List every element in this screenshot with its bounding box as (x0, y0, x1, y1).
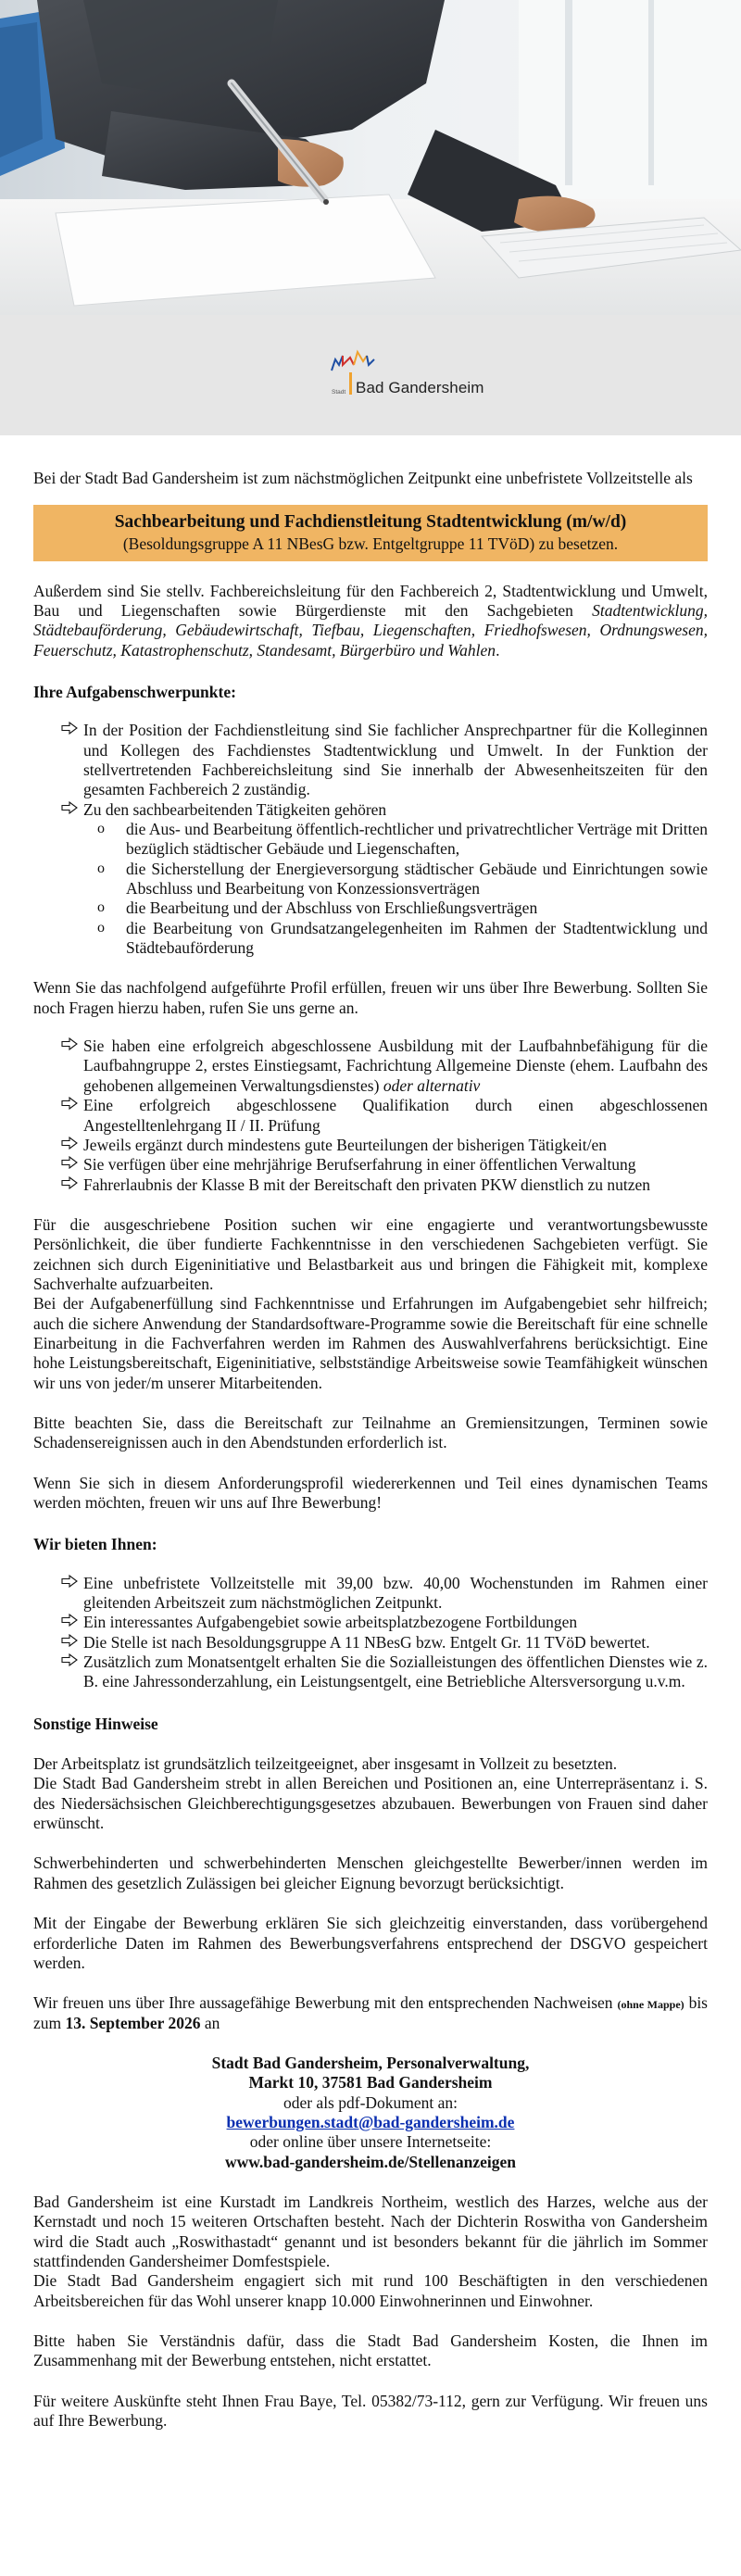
sub-list-item (97, 859, 708, 899)
list-item (83, 1613, 708, 1632)
description-departments: Stadtentwicklung, Städtebauförderung, Gebäudewirtschaft, Tiefbau, Liegenschaften, Friedhofswesen, Ordnungswesen, Feuerschutz, Katastrophenschutz, Standesamt, Bürgerbüro und Wahlen (33, 600, 708, 660)
arrow-right-outline-icon (61, 1575, 78, 1588)
task-area-paragraph: Bei der Aufgabenerfüllung sind Fachkenntnisse und Erfahrungen im Aufgabengebiet sehr hilfreich; auch die sichere Anwendung der Standardsoftware-Programme sowie die Bereitschaft für eine schnelle Einarbeitung in die Fachverfahren werden im Rahmen des Auswahlverfahrens berücksichtigt. Eine hohe Leistungsbereitschaft, Eigeninitiative, selbstständige Arbeitsweise sowie Teamfähigkeit wünschen wir uns von jeder/m unserer Mitarbeitenden. (33, 1294, 708, 1392)
list-item (83, 1037, 708, 1096)
offer-list (33, 1574, 708, 1692)
contact-paragraph: Für weitere Auskünfte steht Ihnen Frau Baye, Tel. 05382/73-112, gern zur Verfügung. Wir freuen uns auf Ihre Bewerbung. (33, 2391, 708, 2431)
header-photo (0, 0, 741, 315)
office-desk-illustration (0, 0, 741, 315)
task-item-text: In der Position der Fachdienstleitung sind Sie fachlicher Ansprechpartner für die Kolleginnen und Kollegen des Fachdienstes Stadtentwicklung und Umwelt. In der Funktion der stellvertretenden Fachbereichsleitung sind Sie innerhalb der Abwesenheitszeiten für den gesamten Fachbereich 2 zuständig. (83, 721, 708, 799)
profile-item-text: Eine erfolgreich abgeschlossene Qualifikation durch einen abgeschlossenen Angestelltenlehrgang II / II. Prüfung (83, 1096, 708, 1135)
disabled-paragraph: Schwerbehinderten und schwerbehinderten Menschen gleichgestellte Bewerber/innen werden im Rahmen des gesetzlich Zulässigen bei gleicher Eignung bevorzugt berücksichtigt. (33, 1853, 708, 1892)
job-title: Sachbearbeitung und Fachdienstleitung Stadtentwicklung (m/w/d) (114, 512, 627, 533)
city-logo (308, 345, 484, 409)
offer-item-text: Zusätzlich zum Monatsentgelt erhalten Sie die Sozialleistungen des öffentlichen Dienstes wie z. B. eine Jahressonderzahlung, ein Leistungsentgelt, eine Betriebliche Altersversorgung u.v.m. (83, 1652, 708, 1691)
list-item (83, 1155, 708, 1175)
arrow-right-outline-icon (61, 801, 78, 814)
task-item-text: Zu den sachbearbeitenden Tätigkeiten gehören (83, 799, 387, 819)
description-end: . (496, 640, 500, 660)
apply-deadline: 13. September 2026 (65, 2013, 201, 2032)
application-website: www.bad-gandersheim.de/Stellenanzeigen (224, 2152, 517, 2171)
sub-item-text: die Sicherstellung der Energieversorgung städtischer Gebäude und Einrichtungen sowie Abschluss und Bearbeitung von Konzessionsverträgen (126, 859, 708, 898)
team-paragraph: Wenn Sie sich in diesem Anforderungsprofil wiedererkennen und Teil eines dynamischen Teams werden möchten, freuen wir uns auf Ihre Bewerbung! (33, 1473, 708, 1512)
description-text: Außerdem sind Sie stellv. Fachbereichsleitung für den Fachbereich 2, Stadtentwicklung und Umwelt, Bau und Liegenschaften sowie Bürgerdienste mit den Sachgebieten (33, 581, 708, 620)
notes-heading: Sonstige Hinweise (33, 1714, 158, 1733)
offer-item-text: Eine unbefristete Vollzeitstelle mit 39,00 bzw. 40,00 Wochenstunden im Rahmen einer gleitenden Arbeitszeit zum nächstmöglichen Zeitpunkt. (83, 1573, 708, 1613)
profile-intro: Wenn Sie das nachfolgend aufgeführte Profil erfüllen, freuen wir uns über Ihre Bewerbung. Sollten Sie noch Fragen hierzu haben, rufen Sie uns gerne an. (33, 978, 708, 1017)
sub-item-text: die Bearbeitung und der Abschluss von Erschließungsverträgen (126, 898, 538, 918)
task-sub-list (83, 820, 708, 958)
apply-paragraph (33, 1993, 708, 2033)
offer-heading: Wir bieten Ihnen: (33, 1535, 157, 1554)
logo-stadt-label: Stadt (332, 389, 346, 396)
arrow-right-outline-icon (61, 1176, 78, 1189)
list-item (83, 800, 708, 959)
arrow-right-outline-icon (61, 1156, 78, 1169)
arrow-right-outline-icon (61, 1037, 78, 1050)
list-item (83, 1574, 708, 1614)
apply-until: bis zum (33, 1993, 708, 2032)
address-line-pdf: oder als pdf-Dokument an: (283, 2092, 458, 2112)
about-employees-paragraph: Die Stadt Bad Gandersheim engagiert sich mit rund 100 Beschäftigten in den verschiedenen Arbeitsbereichen für das Wohl unserer knapp 10.000 Einwohnerinnen und Einwohner. (33, 2271, 708, 2310)
profile-item-alternative: oder alternativ (383, 1075, 481, 1095)
address-line-street: Markt 10, 37581 Bad Gandersheim (248, 2073, 493, 2092)
apply-after: an (200, 2013, 220, 2032)
profile-item-text: Sie haben eine erfolgreich abgeschlossene Ausbildung mit der Laufbahnbefähigung für die Laufbahngruppe 2, erstes Einstiegsamt, Fachrichtung Allgemeine Dienste (ehem. Laufbahn des gehobenen allgemeinen Verwaltungsdienstes) (83, 1037, 708, 1095)
tasks-list (33, 721, 708, 958)
tasks-heading: Ihre Aufgabenschwerpunkte: (33, 682, 236, 701)
list-item (83, 1096, 708, 1136)
arrow-right-outline-icon (61, 1614, 78, 1627)
arrow-right-outline-icon (61, 722, 78, 735)
arrow-right-outline-icon (61, 1097, 78, 1110)
arrow-right-outline-icon (61, 1137, 78, 1150)
meetings-paragraph: Bitte beachten Sie, dass die Bereitschaft zur Teilnahme an Gremiensitzungen, Terminen sowie Schadensereignissen auch in den Abendstunden erforderlich ist. (33, 1413, 708, 1452)
bullet: o (97, 860, 105, 876)
profile-item-text: Sie verfügen über eine mehrjährige Berufserfahrung in einer öffentlichen Verwaltung (83, 1155, 636, 1175)
apply-no-folder: (ohne Mappe) (617, 1998, 684, 2012)
offer-item-text: Ein interessantes Aufgabengebiet sowie arbeitsplatzbezogene Fortbildungen (83, 1613, 578, 1632)
arrow-right-outline-icon (61, 1653, 78, 1666)
list-item (83, 1633, 708, 1652)
list-item (83, 1652, 708, 1692)
bullet: o (97, 821, 105, 837)
sub-item-text: die Aus- und Bearbeitung öffentlich-rechtlicher und privatrechtlicher Verträge mit Dritten bezüglich städtischer Gebäude und Liegenschaften, (126, 820, 708, 859)
arrow-right-outline-icon (61, 1634, 78, 1647)
bullet: o (97, 899, 105, 916)
sub-list-item (97, 898, 708, 918)
sub-list-item (97, 918, 708, 959)
position-paragraph: Für die ausgeschriebene Position suchen wir eine engagierte und verantwortungsbewusste Persönlichkeit, die über fundierte Fachkenntnisse in den verschiedenen Sachgebieten verfügt. Sie zeichnen sich durch Eigeninitiative und Belastbarkeit aus und bringen die Fähigkeit mit, komplexe Sachverhalte aufzuarbeiten. (33, 1214, 708, 1293)
costs-paragraph: Bitte haben Sie Verständnis dafür, dass die Stadt Bad Gandersheim Kosten, die Ihnen im Zusammenhang mit der Bewerbung entstehen, nicht erstattet. (33, 2331, 708, 2370)
application-email-link[interactable]: bewerbungen.stadt@bad-gandersheim.de (226, 2112, 515, 2131)
application-address (33, 2054, 708, 2172)
gdpr-paragraph: Mit der Eingabe der Bewerbung erklären Sie sich gleichzeitig einverstanden, dass vorübergehend erforderliche Daten im Rahmen des Bewerbungsverfahrens entsprechend der DSGVO gespeichert werden. (33, 1914, 708, 1972)
intro-paragraph: Bei der Stadt Bad Gandersheim ist zum nächstmöglichen Zeitpunkt eine unbefristete Vollzeitstelle als (33, 469, 693, 487)
address-line-office: Stadt Bad Gandersheim, Personalverwaltung, (211, 2053, 530, 2072)
list-item (83, 1175, 708, 1195)
sub-list-item (97, 820, 708, 860)
city-skyline-logo-icon (308, 345, 446, 409)
part-time-paragraph: Der Arbeitsplatz ist grundsätzlich teilzeitgeeignet, aber insgesamt in Vollzeit zu besetzten. (33, 1754, 618, 1774)
apply-text: Wir freuen uns über Ihre aussagefähige Bewerbung mit den entsprechenden Nachweisen (33, 1993, 618, 2013)
bullet: o (97, 919, 105, 936)
logo-city-name: Bad Gandersheim (356, 379, 484, 396)
job-title-banner (33, 505, 708, 560)
offer-item-text: Die Stelle ist nach Besoldungsgruppe A 11 NBesG bzw. Entgelt Gr. 11 TVöD bewertet. (83, 1632, 650, 1652)
about-city-paragraph: Bad Gandersheim ist eine Kurstadt im Landkreis Northeim, westlich des Harzes, welche aus der Kernstadt und noch 15 weiteren Ortschaften besteht. Nach der Dichterin Roswitha von Gandersheim wird die Stadt auch „Roswithastadt“ genannt und ist besonders bekannt für die jährlich im Sommer stattfindenden Gandersheimer Domfestspiele. (33, 2192, 708, 2270)
description-paragraph (33, 582, 708, 660)
profile-list (33, 1037, 708, 1195)
job-pay-grade: (Besoldungsgruppe A 11 NBesG bzw. Entgeltgruppe 11 TVöD) zu besetzen. (122, 534, 619, 553)
profile-item-text: Jeweils ergänzt durch mindestens gute Beurteilungen der bisherigen Tätigkeit/en (83, 1135, 608, 1154)
profile-item-text: Fahrerlaubnis der Klasse B mit der Bereitschaft den privaten PKW dienstlich zu nutzen (83, 1175, 651, 1194)
list-item (83, 1136, 708, 1155)
list-item (83, 721, 708, 799)
job-ad-body (0, 469, 741, 2431)
logo-band (0, 315, 741, 435)
address-line-online: oder online über unsere Internetseite: (249, 2132, 492, 2152)
women-paragraph: Die Stadt Bad Gandersheim strebt in allen Bereichen und Positionen an, eine Unterrepräsentanz i. S. des Niedersächsischen Gleichberechtigungsgesetzes abzubauen. Bewerbungen von Frauen sind daher erwünscht. (33, 1774, 708, 1833)
sub-item-text: die Bearbeitung von Grundsatzangelegenheiten im Rahmen der Stadtentwicklung und Städtebauförderung (126, 918, 708, 958)
